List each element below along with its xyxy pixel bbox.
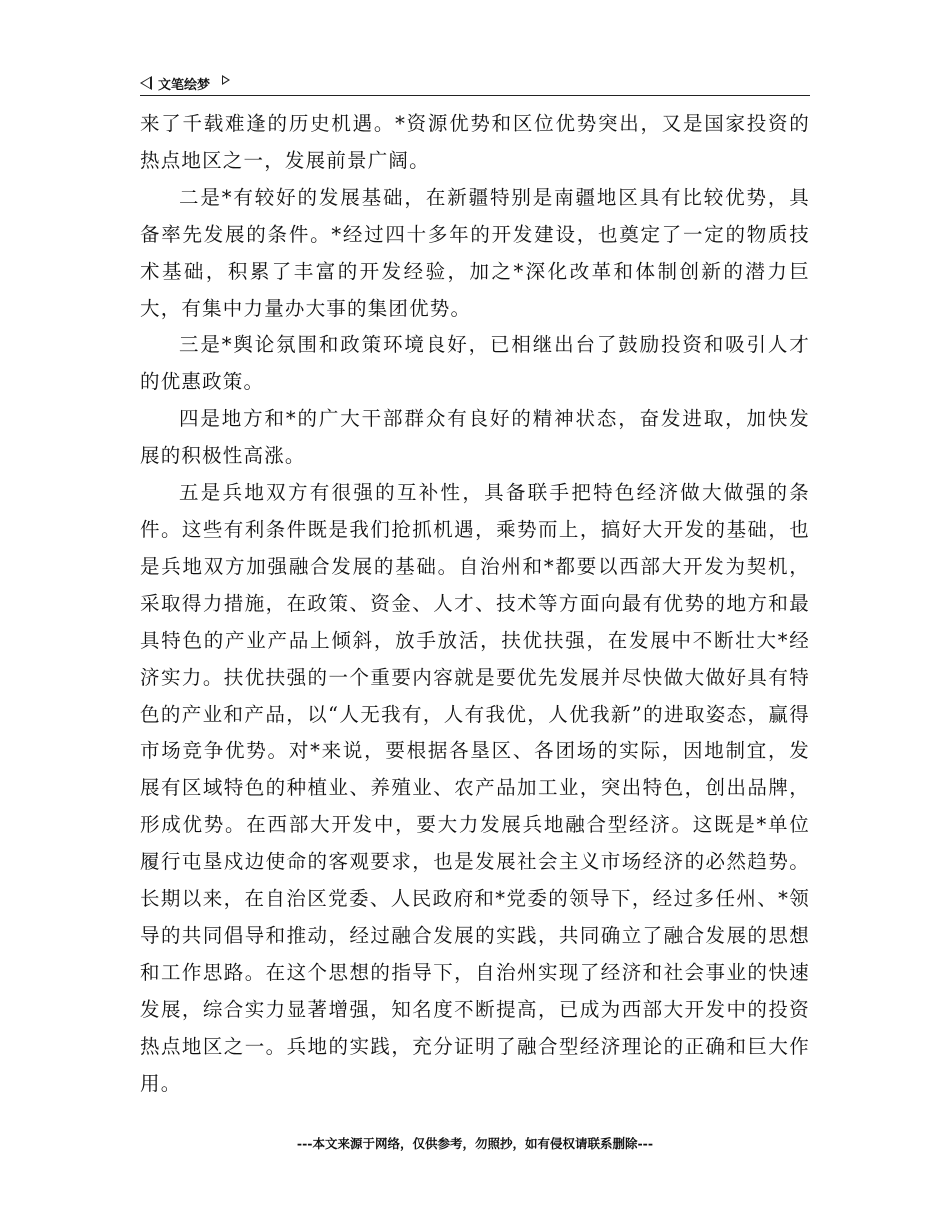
triangle-left-icon <box>140 76 152 90</box>
paragraph-2: 二是*有较好的发展基础，在新疆特别是南疆地区具有比较优势，具备率先发展的条件。*经过四十多年的开发建设，也奠定了一定的物质技术基础，积累了丰富的开发经验，加之*深化改革和体制创新的潜力巨大，有集中力量办大事的集团优势。 <box>140 185 810 320</box>
page-header <box>140 72 810 94</box>
header-brand: 文笔绘梦 <box>158 77 211 93</box>
triangle-right-icon <box>222 75 230 85</box>
paragraph-1: 来了千载难逢的历史机遇。*资源优势和区位优势突出，又是国家投资的热点地区之一，发展前景广阔。 <box>140 112 810 172</box>
paragraph-3: 三是*舆论氛围和政策环境良好，已相继出台了鼓励投资和吸引人才的优惠政策。 <box>140 333 810 394</box>
paragraph-5: 五是兵地双方有很强的互补性，具备联手把特色经济做大做强的条件。这些有利条件既是我们抢抓机遇，乘势而上，搞好大开发的基础，也是兵地双方加强融合发展的基础。自治州和*都要以西部大开发为契机，采取得力措施，在政策、资金、人才、技术等方面向最有优势的地方和最具特色的产业产品上倾斜，放手放活，扶优扶强，在发展中不断壮大*经济实力。扶优扶强的一个重要内容就是要优先发展并尽快做大做好具有特色的产业和产品，以“人无我有，人有我优，人优我新”的进取姿态，赢得市场竞争优势。对*来说，要根据各垦区、各团场的实际，因地制宜，发展有区域特色的种植业、养殖业、农产品加工业，突出特色，创出品牌，形成优势。在西部大开发中，要大力发展兵地融合型经济。这既是*单位履行屯垦戍边使命的客观要求，也是发展社会主义市场经济的必然趋势。长期以来，在自治区党委、人民政府和*党委的领导下，经过多任州、*领导的共同倡导和推动，经过融合发展的实践，共同确立了融合发展的思想和工作思路。在这个思想的指导下，自治州实现了经济和社会事业的快速发展，综合实力显著增强，知名度不断提高，已成为西部大开发中的投资热点地区之一。兵地的实践，充分证明了融合型经济理论的正确和巨大作用。 <box>140 481 810 1095</box>
document-body <box>140 106 810 1102</box>
paragraph-4: 四是地方和*的广大干部群众有良好的精神状态，奋发进取，加快发展的积极性高涨。 <box>140 407 810 468</box>
header-rule <box>140 95 810 96</box>
footer-notice: ---本文来源于网络，仅供参考，勿照抄，如有侵权请联系删除--- <box>296 1136 654 1151</box>
